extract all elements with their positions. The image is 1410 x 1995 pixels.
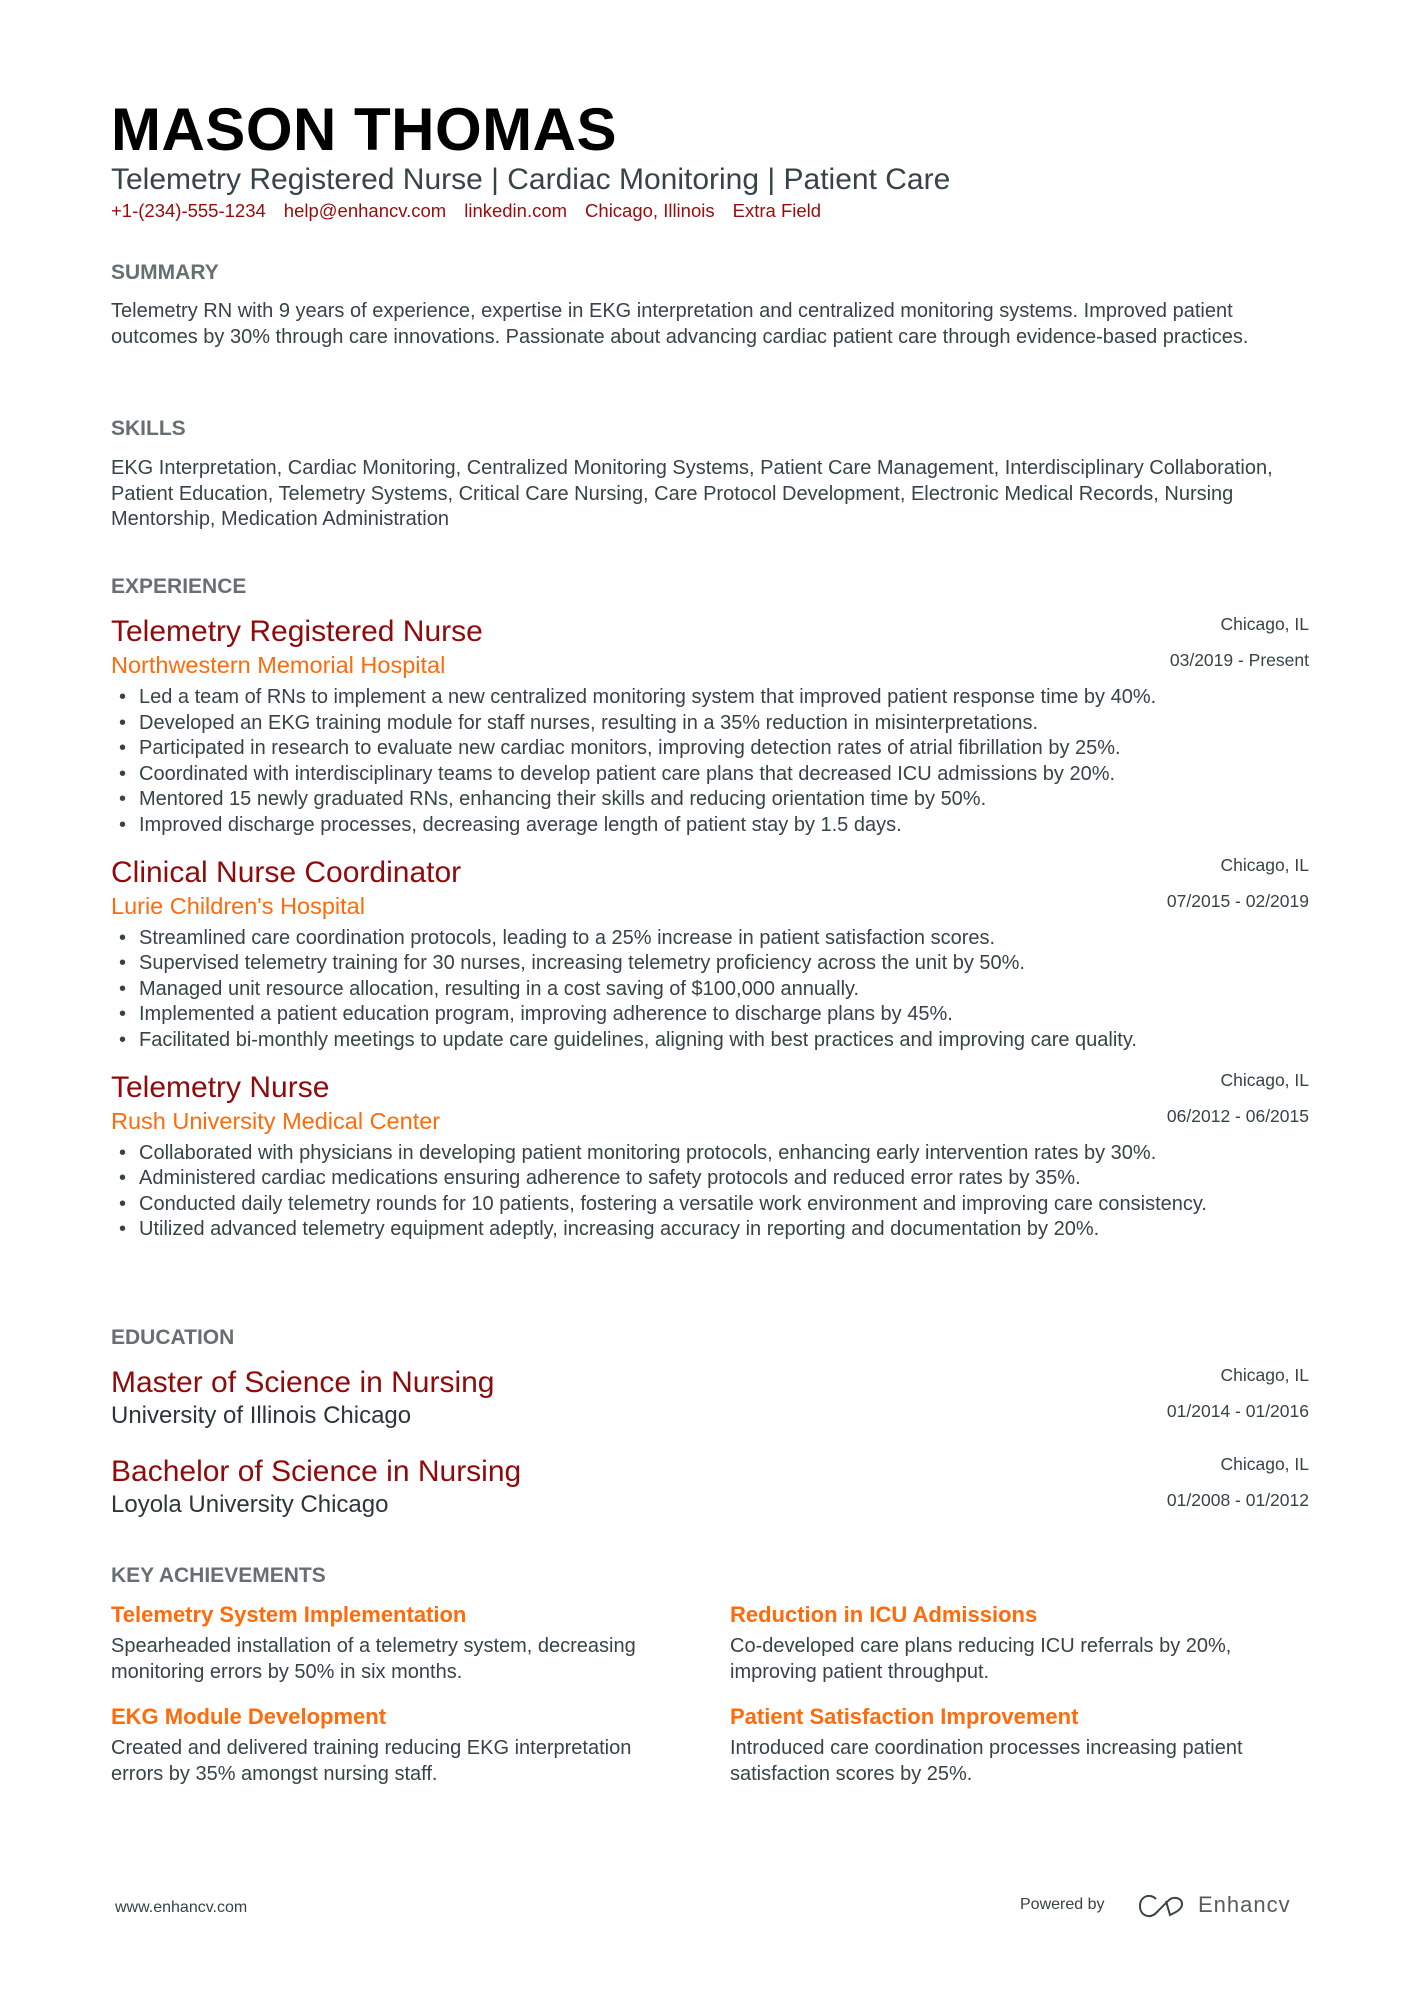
candidate-name: MASON THOMAS	[111, 96, 617, 163]
section-heading: SUMMARY	[111, 261, 219, 284]
achievement-desc: Co-developed care plans reducing ICU referrals by 20%, improving patient throughput.	[730, 1635, 1232, 1683]
job-entry	[111, 1070, 1309, 1243]
education-entry	[111, 1365, 1309, 1431]
achievement-title: Patient Satisfaction Improvement	[730, 1704, 1079, 1730]
achievement-desc: Created and delivered training reducing EKG interpretation errors by 35% amongst nursing staff.	[111, 1737, 632, 1785]
bullet: • Administered cardiac medications ensuring adherence to safety protocols and reduced error rates by 35%.	[111, 1166, 1309, 1192]
achievement	[111, 1601, 730, 1685]
education-entry	[111, 1454, 1309, 1520]
linkedin[interactable]: linkedin.com	[464, 200, 568, 221]
job-title: Telemetry Nurse	[111, 1070, 330, 1104]
degree: Bachelor of Science in Nursing	[111, 1455, 522, 1488]
powered-by: Powered by	[1020, 1896, 1105, 1913]
edu-dates: 01/2008 - 01/2012	[1166, 1490, 1309, 1510]
job-title: Telemetry Registered Nurse	[111, 615, 483, 648]
school: Loyola University Chicago	[111, 1491, 389, 1518]
bullet: • Led a team of RNs to implement a new centralized monitoring system that improved patient response time by 40%.	[111, 685, 1309, 711]
achievement-title: Reduction in ICU Admissions	[730, 1602, 1038, 1627]
edu-location: Chicago, IL	[1220, 1365, 1309, 1385]
achievement-title: EKG Module Development	[111, 1704, 387, 1730]
edu-dates: 01/2014 - 01/2016	[1166, 1401, 1309, 1421]
bullet: • Streamlined care coordination protocols, leading to a 25% increase in patient satisfaction scores.	[111, 926, 1309, 952]
job-dates: 06/2012 - 06/2015	[1166, 1105, 1309, 1126]
job-entry	[111, 614, 1309, 839]
location: Chicago, Illinois	[585, 200, 715, 221]
resume-header	[111, 98, 1309, 223]
job-bullets	[111, 1141, 1309, 1243]
bullet: • Participated in research to evaluate new cardiac monitors, improving detection rates of atrial fibrillation by 25%.	[111, 736, 1309, 762]
achievement	[111, 1703, 730, 1787]
summary-text: Telemetry RN with 9 years of experience, expertise in EKG interpretation and centralized monitoring systems. Improved patient outcomes by 30% through care innovations. Passionate about advancing cardiac patient care through evidence-based practices.	[111, 300, 1249, 348]
job-bullets	[111, 926, 1309, 1054]
bullet: • Supervised telemetry training for 30 nurses, increasing telemetry proficiency across the unit by 50%.	[111, 951, 1309, 977]
section-heading: SKILLS	[111, 417, 186, 440]
experience-section	[111, 574, 1309, 1243]
job-location: Chicago, IL	[1220, 614, 1309, 634]
bullet: • Coordinated with interdisciplinary teams to develop patient care plans that decreased ICU admissions by 20%.	[111, 762, 1309, 788]
job-dates: 03/2019 - Present	[1169, 650, 1309, 670]
bullet: • Conducted daily telemetry rounds for 10 patients, fostering a versatile work environment and improving care consistency.	[111, 1192, 1309, 1218]
section-heading: EXPERIENCE	[111, 575, 247, 598]
footer-website[interactable]: www.enhancv.com	[115, 1899, 248, 1916]
job-bullets	[111, 685, 1309, 839]
achievement-title: Telemetry System Implementation	[111, 1602, 467, 1627]
job-dates: 07/2015 - 02/2019	[1166, 890, 1309, 911]
skills-section	[111, 416, 1309, 533]
contact-bar	[111, 199, 1309, 223]
job-entry	[111, 855, 1309, 1054]
company: Lurie Children's Hospital	[111, 892, 365, 919]
achievement-desc: Spearheaded installation of a telemetry system, decreasing monitoring errors by 50% in six months.	[111, 1635, 636, 1683]
bullet: • Collaborated with physicians in developing patient monitoring protocols, enhancing early intervention rates by 30%.	[111, 1141, 1309, 1167]
achievement	[730, 1703, 1309, 1787]
phone[interactable]: +1-(234)-555-1234	[111, 200, 266, 221]
education-section	[111, 1325, 1309, 1520]
bullet: • Utilized advanced telemetry equipment adeptly, increasing accuracy in reporting and documentation by 20%.	[111, 1217, 1309, 1243]
extra-field: Extra Field	[732, 200, 822, 221]
headline: Telemetry Registered Nurse | Cardiac Monitoring | Patient Care	[111, 163, 951, 196]
school: University of Illinois Chicago	[111, 1402, 412, 1429]
section-heading: KEY ACHIEVEMENTS	[111, 1564, 326, 1587]
company: Northwestern Memorial Hospital	[111, 652, 446, 678]
section-heading: EDUCATION	[111, 1326, 235, 1349]
bullet: • Mentored 15 newly graduated RNs, enhancing their skills and reducing orientation time by 50%.	[111, 787, 1309, 813]
summary-section	[111, 260, 1309, 350]
bullet: • Managed unit resource allocation, resulting in a cost saving of $100,000 annually.	[111, 977, 1309, 1003]
skills-text: EKG Interpretation, Cardiac Monitoring, Centralized Monitoring Systems, Patient Care Management, Interdisciplinary Collaboration, Patient Education, Telemetry Systems, Critical Care Nursing, Care Protocol Development, Electronic Medical Records, Nursing Mentorship, Medication Administration	[111, 457, 1273, 531]
email[interactable]: help@enhancv.com	[283, 200, 447, 221]
bullet: • Implemented a patient education program, improving adherence to discharge plans by 45%.	[111, 1002, 1309, 1028]
achievement-desc: Introduced care coordination processes increasing patient satisfaction scores by 25%.	[730, 1737, 1243, 1785]
achievement	[730, 1601, 1309, 1685]
bullet: • Improved discharge processes, decreasing average length of patient stay by 1.5 days.	[111, 813, 1309, 839]
job-location: Chicago, IL	[1220, 1069, 1309, 1090]
degree: Master of Science in Nursing	[111, 1366, 495, 1399]
bullet: • Facilitated bi-monthly meetings to update care guidelines, aligning with best practices and improving care quality.	[111, 1028, 1309, 1054]
enhancv-brand[interactable]: Enhancv	[1198, 1892, 1291, 1917]
company: Rush University Medical Center	[111, 1107, 441, 1134]
job-location: Chicago, IL	[1220, 854, 1309, 875]
bullet: • Developed an EKG training module for staff nurses, resulting in a 35% reduction in misinterpretations.	[111, 711, 1309, 737]
enhancv-logo-icon	[1138, 1893, 1186, 1919]
edu-location: Chicago, IL	[1220, 1454, 1309, 1474]
job-title: Clinical Nurse Coordinator	[111, 855, 462, 889]
achievements-section	[111, 1563, 1309, 1787]
